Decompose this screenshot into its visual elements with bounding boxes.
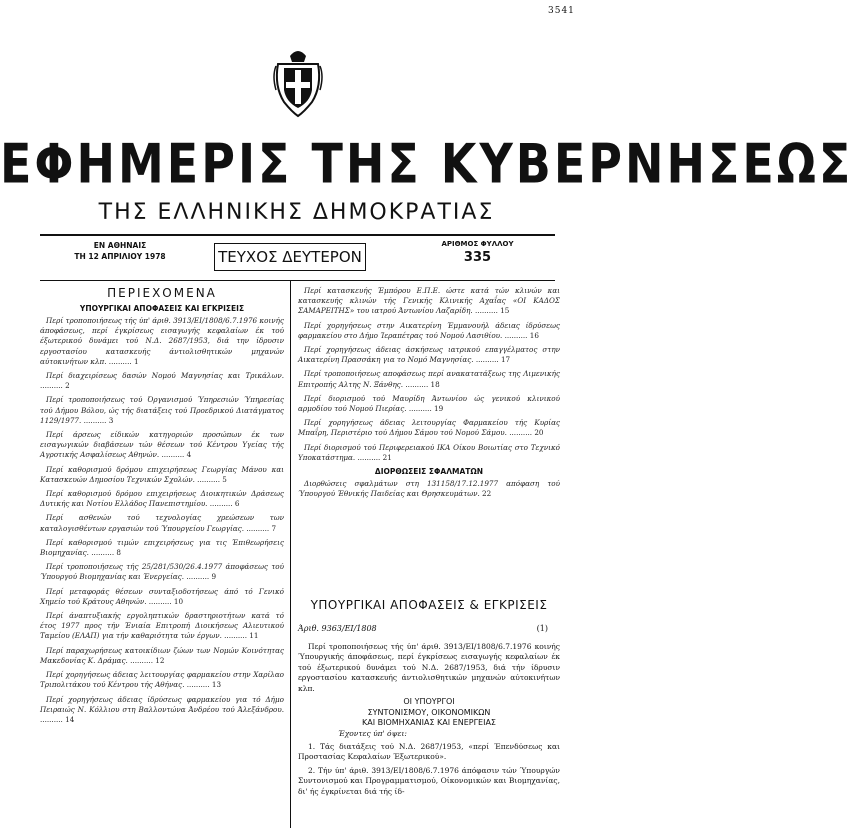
- contents-entry: [40, 611, 284, 642]
- contents-entry-page: 10: [173, 596, 184, 606]
- decision-point-2: 2. Τήν ύπ' άριθ. 3913/ΕΙ/1808/6.7.1976 άπόφασιν τών Ύπουργών Συντονισμού και Προγραμματισμού, Οίκονομικών και Βιομηχανίας, δι' ής έγκρίνεται διά τής ίδ-: [298, 765, 560, 796]
- contents-entry: [40, 538, 284, 558]
- dot-leader: ..........: [403, 379, 431, 389]
- dot-leader: ..........: [207, 499, 235, 509]
- contents-entry-page: 2: [65, 381, 70, 391]
- contents-subheading: ΥΠΟΥΡΓΙΚΑΙ ΑΠΟΦΑΣΕΙΣ ΚΑΙ ΕΓΚΡΙΣΕΙΣ: [79, 304, 245, 313]
- issue-place-date: [40, 240, 200, 262]
- dot-leader: ..........: [159, 450, 187, 460]
- dot-leader: ..........: [184, 680, 212, 690]
- contents-entry-page: 4: [186, 450, 192, 460]
- minister-2: ΣΥΝΤΟΝΙΣΜΟΥ, ΟΙΚΟΝΟΜΙΚΩΝ: [367, 707, 491, 717]
- contents-entry-page: 18: [430, 379, 440, 389]
- contents-entry-page: 21: [382, 452, 392, 462]
- dot-leader: ..........: [473, 355, 501, 365]
- contents-entry: [40, 316, 284, 367]
- dot-leader: ..........: [502, 330, 530, 340]
- newspaper-subtitle: ΤΗΣ ΕΛΛΗΝΙΚΗΣ ΔΗΜΟΚΡΑΤΙΑΣ: [98, 200, 495, 225]
- sheet-number: 335: [463, 250, 492, 265]
- dot-leader: ..........: [40, 714, 66, 724]
- corrections-entry: [298, 479, 560, 499]
- contents-entry: [298, 394, 560, 414]
- decision-marker: (1): [536, 624, 548, 633]
- decision-number: Άριθ. 9363/ΕΙ/1808: [298, 624, 377, 633]
- contents-entry-page: 7: [271, 523, 277, 533]
- contents-entry: [40, 646, 284, 666]
- newspaper-title: ΕΦΗΜΕΡΙΣ ΤΗΣ ΚΥΒΕΡΝΗΣΕΩΣ: [0, 132, 853, 196]
- contents-entry-page: 17: [500, 355, 511, 365]
- contents-entry: [298, 369, 560, 389]
- contents-heading: ΠΕΡΙΕΧΟΜΕΝΑ: [107, 286, 217, 300]
- contents-entry: [40, 371, 284, 391]
- decisions-heading: ΥΠΟΥΡΓΙΚΑΙ ΑΠΟΦΑΣΕΙΣ & ΕΓΚΡΙΣΕΙΣ: [310, 598, 548, 612]
- contents-entry-text: Περί χορηγήσεως άδειας λειτουργίας Φαρμακείου τής Κυρίας Μπαΐρη, Περιστέριο τού Δήμου Σάμου τού Νομού Σάμου.: [298, 418, 560, 438]
- contents-entry: [298, 443, 560, 463]
- dot-leader: ..........: [244, 523, 272, 533]
- contents-right-column: [298, 286, 560, 503]
- contents-left-list: [40, 316, 284, 725]
- contents-entry: [40, 430, 284, 461]
- contents-entry-page: 3: [108, 415, 114, 425]
- corrections-entry-page: 22: [482, 489, 492, 499]
- contents-entry: [40, 562, 284, 582]
- dot-leader: ..........: [88, 548, 117, 558]
- contents-entry: [40, 695, 284, 726]
- contents-entry-page: 20: [534, 428, 544, 438]
- contents-entry-text: Περί τροποποιήσεως αποφάσεως περί ανακατατάξεως της Λιμενικής Επιτροπής Αλτης Ν. Ξάνθης.: [298, 369, 560, 389]
- contents-entry-text: Περί παραχωρήσεως κατοικίδιων ζώων των Νομών Κοινότητας Μακεδονίας Κ. Δράμας.: [40, 645, 284, 665]
- sheet-number-label: ΑΡΙΘΜΟΣ ΦΥΛΛΟΥ: [441, 240, 514, 248]
- dot-leader: ..........: [355, 452, 383, 462]
- contents-entry-page: 16: [529, 330, 539, 340]
- contents-entry-page: 15: [500, 306, 510, 316]
- contents-entry-page: 19: [434, 404, 444, 414]
- contents-entry-page: 13: [211, 680, 222, 690]
- dot-leader: ..........: [184, 572, 212, 582]
- contents-entry: [40, 587, 284, 607]
- header-divider: [40, 280, 555, 281]
- contents-entry-page: 1: [133, 356, 139, 366]
- contents-entry: [40, 395, 284, 426]
- contents-entry-text: Περί καθορισμού δρόμου επιχειρήσεως Γεωργίας Μάνου και Κατασκευών Δημοσίου Τεχνικών Σχολών.: [40, 464, 284, 484]
- contents-entry-text: Περί ασθενών τού τεχνολογίας χρεώσεων των καταλογισθέντων εργασιών τού Ύπουργείου Γεωργίας.: [40, 513, 284, 533]
- contents-left-column: [40, 286, 284, 729]
- decision-body: [298, 642, 560, 800]
- dot-leader: ..........: [506, 428, 535, 438]
- minister-1: ΟΙ ΥΠΟΥΡΓΟΙ: [403, 697, 455, 707]
- dot-leader: ..........: [146, 596, 174, 606]
- contents-entry-text: Περί χορηγήσεως άδειας ίδρύσεως φαρμακείου για τό Δήμο Πειραιώς Ν. Κόλλιου στη Βαλλοντώνα Άνδρέου τού Άλεξάνδρου.: [40, 694, 284, 714]
- minister-3: ΚΑΙ ΒΙΟΜΗΧΑΝΙΑΣ ΚΑΙ ΕΝΕΡΓΕΙΑΣ: [362, 718, 496, 728]
- contents-entry-text: Περί τροποποιήσεως τής ύπ' άριθ. 3913/ΕΙ/1808/6.7.1976 κοινής άποφάσεως, περί έγκρίσεως εισαγωγής κεφαλαίων έκ τού έξωτερικού δυνάμει τού Ν.Δ. 2687/1953, διά την ίδρυσιν εργοστασίου κατασκευής άντιολισθητικών μηχανών αύτοκινήτων κλπ.: [40, 316, 284, 366]
- contents-entry-page: 6: [234, 499, 240, 509]
- decision-intro: Περί τροποποιήσεως τής ύπ' άριθ. 3913/ΕΙ/1808/6.7.1976 κοινής Ύπουργικής άποφάσεως, περί έγκρίσεως εισαγωγής κεφαλαίων έκ τού έξωτερικού δυνάμει τού Ν.Δ. 2687/1953, διά τήν ίδρυσιν εργοστασίου κατασκευής άντιολισθητικών μηχανών αύτοκινήτων κλπ.: [298, 642, 560, 693]
- contents-entry-text: Περί κατασκευής Έμπόρου Ε.Π.Ε. ώστε κατά τών κλινών και κατασκευής κλινών τής Γενικής Κλινικής Αχαΐας «ΟΙ ΚΑΔΟΣ ΣΑΜΑΡΕΙΤΗΣ» του ιατρού Άντωνίου Λαζαρίδη.: [298, 286, 560, 316]
- column-divider: [290, 280, 291, 828]
- contents-entry-text: Περί χορηγήσεως άδειας άσκήσεως ιατρικού επαγγέλματος στην Αικατερίνη Πρασσάκη για το Νομό Μαγνησίας.: [298, 345, 560, 365]
- contents-entry-text: Περί χορηγήσεως στην Αικατερίνη Έμμανουήλ άδειας ίδρύσεως φαρμακείου στο Δήμο Ίεραπέτρας τού Νομού Λασιθίου.: [298, 320, 560, 340]
- dot-leader: ..........: [221, 631, 250, 641]
- contents-entry-text: Περί μεταφοράς θέσεων συνταξιοδοτήσεως άπό τό Γενικό Χημείο τού Κράτους Αθηνών.: [40, 586, 284, 606]
- sheet-number-block: [400, 240, 555, 265]
- dot-leader: ..........: [81, 415, 109, 425]
- contents-entry-text: Περί τροποποιήσεως τού Όργανισμού Ύπηρεσιών Ύπηρεσίας τού Δήμου Βόλου, ώς τής διατάξεις τού Προεδρικού Διατάγματος 1129/1977.: [40, 395, 284, 425]
- contents-entry-text: Περί άναπτυξιακής εργοληπτικών δραστηριοτήτων κατά τό έτος 1977 προς τήν Ένιαία Επιτροπή Διοικήσεως Αλιευτικού Ταμείου (ΕΛΑΠ) για τήν καθαριότητα τών έργων.: [40, 611, 284, 641]
- contents-entry: [298, 286, 560, 317]
- decision-number-line: [298, 624, 560, 633]
- contents-entry: [298, 321, 560, 341]
- dot-leader: ..........: [472, 306, 501, 316]
- contents-entry-text: Περί διαχειρίσεως δασών Νομού Μαγνησίας και Τρικάλων.: [46, 371, 284, 381]
- corrections-heading: ΔΙΟΡΘΩΣΕΙΣ ΣΦΑΛΜΑΤΩΝ: [374, 467, 484, 477]
- issue-type-box: ΤΕΥΧΟΣ ΔΕΥΤΕΡΟΝ: [214, 243, 366, 271]
- contents-entry: [40, 465, 284, 485]
- contents-entry-text: Περί άρσεως είδικών κατηγοριών προσώπων έκ των εισαγωγικών διαβάσεων τών θέσεων τού Κέντρου Υγείας τής Αγροτικής Ασφαλίσεως Αθηνών.: [40, 430, 284, 460]
- dot-leader: ..........: [194, 474, 223, 484]
- contents-right-list: [298, 286, 560, 463]
- decision-point-1: 1. Τάς διατάξεις τού Ν.Δ. 2687/1953, «περί Έπενδύσεως και Προστασίας Κεφαλαίων Έξωτερικού».: [298, 741, 560, 762]
- contents-entry-page: 9: [211, 572, 217, 582]
- masthead-divider: [40, 234, 555, 236]
- contents-entry-text: Περί διορισμού τού Περιφερειακού ΙΚΑ Οίκου Βοιωτίας στο Τεχνικό Υποκατάστημα.: [298, 442, 560, 462]
- contents-entry: [298, 418, 560, 438]
- contents-entry-page: 14: [65, 714, 75, 724]
- contents-entry-page: 5: [222, 474, 227, 484]
- coat-of-arms-emblem: [270, 46, 326, 120]
- contents-entry: [298, 345, 560, 365]
- contents-entry-text: Περί καθορισμού τιμών επιχειρήσεως για τις Έπιθεωρήσεις Βιομηχανίας.: [40, 537, 284, 558]
- contents-entry-page: 11: [249, 631, 259, 641]
- dot-leader: ..........: [406, 404, 435, 414]
- contents-entry: [40, 489, 284, 509]
- page-number: 3541: [548, 6, 575, 16]
- contents-entry-page: 12: [155, 655, 165, 665]
- issue-place: ΕΝ ΑΘΗΝΑΙΣ: [93, 241, 147, 250]
- contents-entry: [40, 670, 284, 690]
- contents-entry-page: 8: [116, 548, 121, 558]
- contents-entry-text: Περί χορηγήσεως άδειας λειτουργίας φαρμακείου στην Χαρίλαο Τριπολιτάκου τού Κέντρου τής Αθήνας.: [40, 670, 284, 690]
- contents-entry: [40, 513, 284, 533]
- having-regard: Έχοντες ύπ' όψει:: [338, 728, 407, 738]
- issue-date: ΤΗ 12 ΑΠΡΙΛΙΟΥ 1978: [74, 252, 166, 261]
- dot-leader: ..........: [127, 655, 156, 665]
- contents-entry-text: Περί τροποποιήσεως τής 25/281/530/26.4.1977 άποφάσεως τού Ύπουργού Βιομηχανίας και Ένεργείας.: [40, 562, 284, 582]
- contents-entry-text: Περί διορισμού τού Μαυρίδη Άντωνίου ώς γενικού κλινικού αρμοδίου τού Νομού Πιερίας.: [298, 393, 560, 414]
- dot-leader: ..........: [40, 381, 66, 391]
- contents-entry-text: Περί καθορισμού δρόμου επιχειρήσεως Διοικητικών Δράσεως Δυτικής και Νοτίου Ελλάδος Πανεπιστημίου.: [40, 489, 284, 509]
- dot-leader: ..........: [106, 356, 134, 366]
- corrections-entry-text: Διορθώσεις σφαλμάτων στη 131158/17.12.1977 απόφαση τού Ύπουργού Έθνικής Παιδείας και Θρησκευμάτων.: [298, 479, 560, 499]
